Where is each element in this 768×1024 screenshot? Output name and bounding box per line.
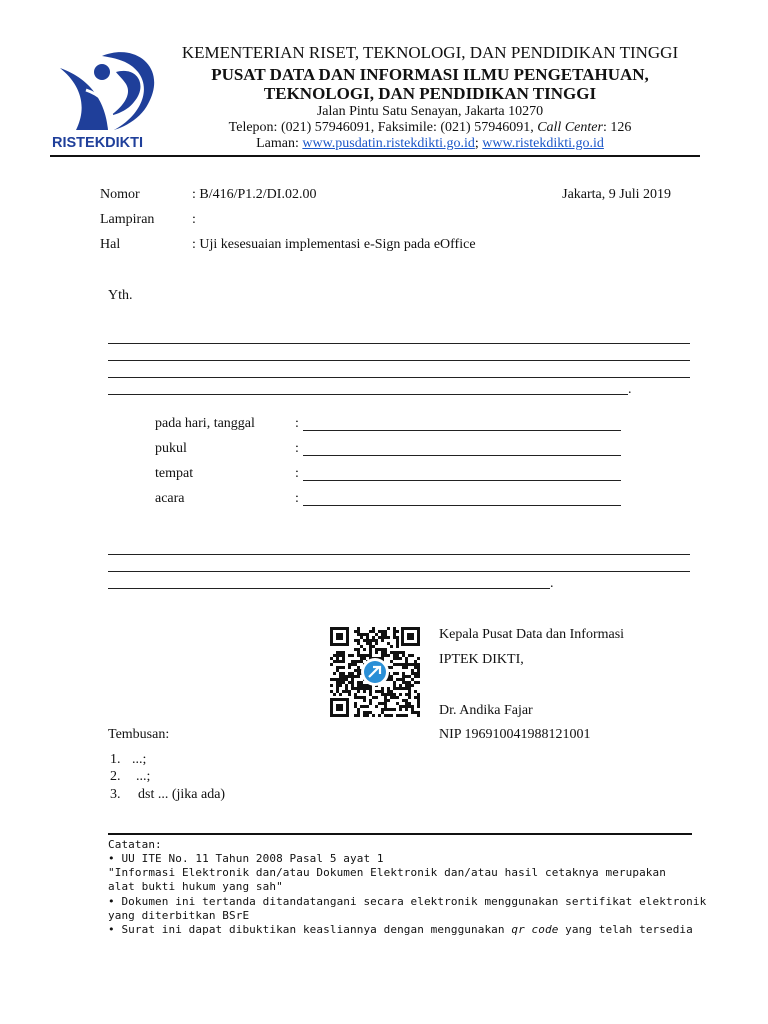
notes-italic: qr code [511, 923, 559, 936]
letter-date: Jakarta, 9 Juli 2019 [562, 187, 671, 202]
field-colon: : [295, 491, 299, 506]
center-name-line1: PUSAT DATA DAN INFORMASI ILMU PENGETAHUAN, [211, 65, 649, 84]
lampiran-label: Lampiran [100, 212, 155, 227]
field-label-tempat: tempat [155, 466, 194, 481]
cc-item-number: 3. [110, 787, 121, 802]
field-blank-hari [303, 430, 621, 431]
header-divider [50, 155, 700, 157]
cc-item-text: ...; [136, 769, 151, 784]
blank-line [108, 571, 690, 572]
notes-line: • Dokumen ini tertanda ditandatangani secara elektronik menggunakan sertifikat elektronik [108, 895, 707, 908]
field-label-acara: acara [155, 491, 185, 506]
field-blank-pukul [303, 455, 621, 456]
website-label: Laman: [256, 136, 303, 151]
hal-value: : Uji kesesuaian implementasi e-Sign pada eOffice [192, 237, 476, 252]
notes-line: yang diterbitkan BSrE [108, 909, 250, 922]
nomor-label: Nomor [100, 187, 140, 202]
phone-text: Telepon: (021) 57946091, Faksimile: (021) 57946091, [228, 120, 538, 135]
field-blank-tempat [303, 480, 621, 481]
website-link-ristekdikti[interactable]: www.ristekdikti.go.id [482, 136, 604, 151]
field-colon: : [295, 441, 299, 456]
signer-nip: NIP 196910041988121001 [439, 727, 591, 742]
blank-line [108, 360, 690, 361]
notes-text: yang telah tersedia [558, 923, 693, 936]
qr-code-icon [327, 624, 423, 720]
notes-divider [108, 833, 692, 835]
logo-wordmark: RISTEKDIKTI [52, 135, 144, 150]
hal-label: Hal [100, 237, 121, 252]
signer-position-line1: Kepala Pusat Data dan Informasi [439, 627, 625, 642]
cc-item-number: 1. [110, 752, 121, 767]
period: . [550, 576, 554, 591]
period: . [628, 382, 632, 397]
blank-line [108, 394, 628, 395]
notes-text: • Surat ini dapat dibuktikan keasliannya dengan menggunakan [108, 923, 512, 936]
field-colon: : [295, 416, 299, 431]
call-center-label: Call Center [537, 120, 603, 135]
lampiran-value: : [192, 212, 196, 227]
ristekdikti-emblem-icon [50, 44, 166, 150]
website-separator: ; [474, 136, 483, 151]
cc-item-text: dst ... (jika ada) [138, 787, 226, 802]
address: Jalan Pintu Satu Senayan, Jakarta 10270 [316, 104, 544, 119]
ristekdikti-logo [50, 44, 166, 150]
notes-line: • UU ITE No. 11 Tahun 2008 Pasal 5 ayat 1 [108, 852, 384, 865]
field-label-hari: pada hari, tanggal [155, 416, 255, 431]
website-link-pusdatin[interactable]: www.pusdatin.ristekdikti.go.id [302, 136, 475, 151]
phone-line [160, 120, 700, 136]
signer-name: Dr. Andika Fajar [439, 703, 533, 718]
blank-line [108, 588, 550, 589]
field-blank-acara [303, 505, 621, 506]
notes-line [108, 923, 693, 936]
blank-line [108, 343, 690, 344]
yth-salutation: Yth. [108, 288, 133, 303]
field-colon: : [295, 466, 299, 481]
notes-title: Catatan: [108, 838, 162, 851]
qr-code[interactable] [327, 624, 423, 720]
field-label-pukul: pukul [155, 441, 187, 456]
cc-label: Tembusan: [108, 727, 170, 742]
cc-item-text: ...; [132, 752, 147, 767]
blank-line [108, 377, 690, 378]
website-line [160, 136, 700, 152]
notes-line: "Informasi Elektronik dan/atau Dokumen Elektronik dan/atau hasil cetaknya merupakan [108, 866, 666, 879]
cc-item-number: 2. [110, 769, 121, 784]
nomor-value: : B/416/P1.2/DI.02.00 [192, 187, 317, 202]
center-name-line2: TEKNOLOGI, DAN PENDIDIKAN TINGGI [263, 84, 597, 103]
notes-line: alat bukti hukum yang sah" [108, 880, 283, 893]
ministry-name: KEMENTERIAN RISET, TEKNOLOGI, DAN PENDIDIKAN TINGGI [181, 43, 679, 62]
signer-position-line2: IPTEK DIKTI, [439, 652, 524, 667]
call-center-number: : 126 [602, 120, 632, 135]
blank-line [108, 554, 690, 555]
